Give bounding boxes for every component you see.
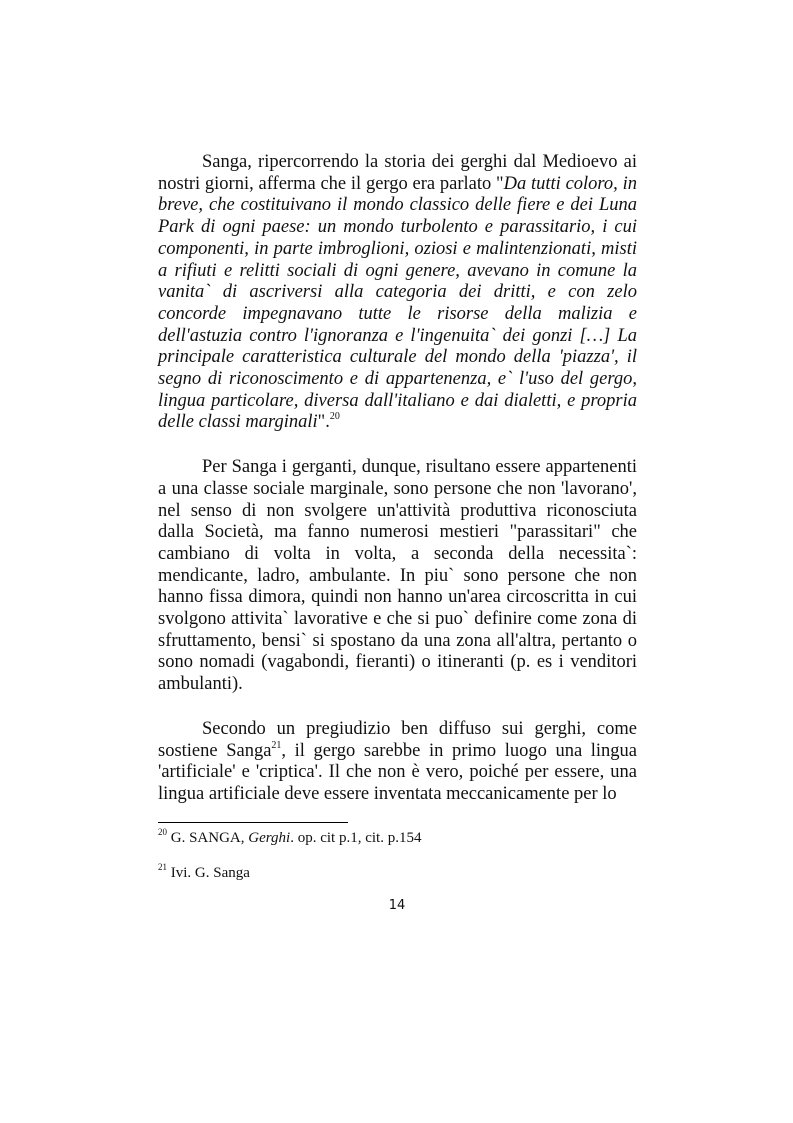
footnote-21 <box>158 864 250 882</box>
paragraph-2: Per Sanga i gerganti, dunque, risultano essere appartenenti a una classe sociale marginale, sono persone che non 'lavorano', nel senso di non svolgere un'attività produttiva riconosciuta dalla Società, ma fanno numerosi mestieri "parassitari" che cambiano di volta in volta, a seconda della necessita`: mendicante, ladro, ambulante. In piu` sono persone che non hanno fissa dimora, quindi non hanno un'area circoscritta in cui svolgono attivita` lavorative e che si puo` definire come zona di sfruttamento, bensi` si spostano da una zona all'altra, pertanto o sono nomadi (vagabondi, fieranti) o itineranti (p. es i venditori ambulanti). <box>158 457 637 695</box>
paragraph-3 <box>158 719 637 806</box>
footnote-number: 21 <box>158 862 167 872</box>
footnote-number: 20 <box>158 827 167 837</box>
page-number: 14 <box>388 898 406 913</box>
footnote-20-title: Gerghi <box>248 830 291 846</box>
footnote-20 <box>158 829 421 847</box>
paragraph-3-lead: Secondo un pregiudizio ben diffuso sui gerghi, come sostiene Sanga <box>158 718 637 761</box>
paragraph-1 <box>158 152 637 434</box>
quotation: Da tutti coloro, in breve, che costituivano il mondo classico delle fiere e dei Luna Park di ogni paese: un mondo turbolento e parassitario, i cui componenti, in parte imbroglioni, oziosi e malintenzionati, misti a rifiuti e relitti sociali di ogni genere, avevano in comune la vanita` di ascriversi alla categoria dei dritti, e con zelo concorde impegnavano tutte le risorse della malizia e dell'astuzia contro l'ignoranza e l'ingenuita` dei gonzi […] La principale caratteristica culturale del mondo della 'piazza', il segno di riconoscimento e di appartenenza, e` l'uso del gergo, lingua particolare, diversa dall'italiano e dai dialetti, e propria delle classi marginali <box>158 173 637 433</box>
footnote-ref-21[interactable]: 21 <box>271 739 282 751</box>
footnote-separator <box>158 822 348 823</box>
footnote-21-text: Ivi. G. Sanga <box>170 865 250 881</box>
paragraph-1-lead: Sanga, ripercorrendo la storia dei gerghi dal Medioevo ai nostri giorni, afferma che il gergo era parlato " <box>158 152 637 194</box>
paragraph-3-tail: , il gergo sarebbe in primo luogo una lingua 'artificiale' e 'criptica'. Il che non è vero, poiché per essere, una lingua artificiale deve essere inventata meccanicamente per lo <box>158 740 638 804</box>
footnote-20-author: G. SANGA, <box>170 830 249 846</box>
paragraph-1-tail: ". <box>317 412 330 433</box>
footnote-20-citation: . op. cit p.1, cit. p.154 <box>290 830 422 846</box>
footnote-ref-20[interactable]: 20 <box>329 411 340 423</box>
body-text <box>158 152 637 828</box>
